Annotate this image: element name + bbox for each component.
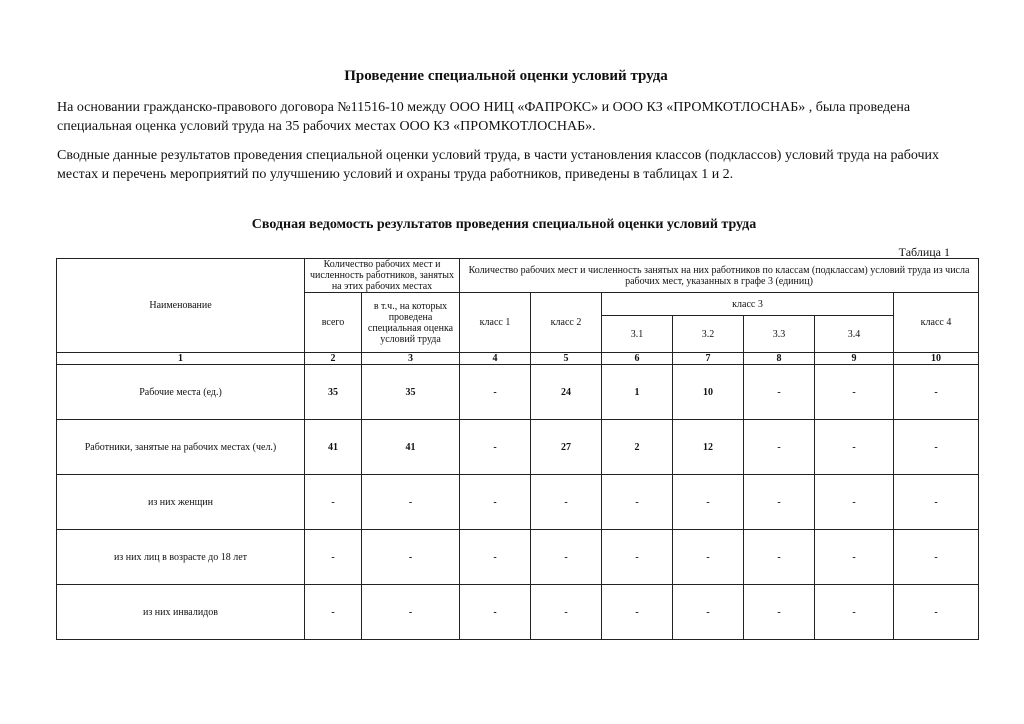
table-cell: - — [362, 530, 460, 585]
header-total: всего — [305, 293, 362, 353]
row-label: Рабочие места (ед.) — [57, 365, 305, 420]
table-cell: - — [815, 420, 894, 475]
table-cell: 10 — [673, 365, 744, 420]
table-cell: 1 — [602, 365, 673, 420]
table-cell: 35 — [362, 365, 460, 420]
table-cell: 24 — [531, 365, 602, 420]
table-number: Таблица 1 — [898, 245, 950, 259]
table-cell: 35 — [305, 365, 362, 420]
table-cell: - — [815, 585, 894, 640]
table-cell: - — [460, 585, 531, 640]
table-cell: - — [894, 530, 979, 585]
table-cell: - — [602, 585, 673, 640]
table-cell: - — [744, 475, 815, 530]
column-number: 9 — [815, 353, 894, 365]
table-cell: - — [744, 585, 815, 640]
table-cell: - — [894, 420, 979, 475]
header-class2: класс 2 — [531, 293, 602, 353]
column-number: 8 — [744, 353, 815, 365]
header-classes-group: Количество рабочих мест и численность занятых на них работников по классам (подклассам) условий труда из числа рабочих мест, указанных в графе 3 (единиц) — [460, 259, 979, 293]
header-name: Наименование — [57, 259, 305, 353]
table-cell: - — [602, 530, 673, 585]
column-number-row — [57, 353, 979, 365]
table-row — [57, 475, 979, 530]
table-cell: - — [460, 365, 531, 420]
table-cell: - — [894, 585, 979, 640]
table-cell: - — [744, 530, 815, 585]
table-cell: - — [305, 530, 362, 585]
table-cell: - — [744, 420, 815, 475]
table-cell: - — [362, 475, 460, 530]
summary-paragraph: Сводные данные результатов проведения специальной оценки условий труда, в части установления классов (подклассов) условий труда на рабочих местах и перечень мероприятий по улучшению условий и охраны труда работников, приведены в таблицах 1 и 2. — [57, 148, 940, 182]
row-label: Работники, занятые на рабочих местах (чел.) — [57, 420, 305, 475]
column-number: 2 — [305, 353, 362, 365]
table-cell: 41 — [362, 420, 460, 475]
row-label: из них лиц в возрасте до 18 лет — [57, 530, 305, 585]
row-label: из них инвалидов — [57, 585, 305, 640]
table-cell: - — [305, 475, 362, 530]
header-assessed: в т.ч., на которых проведена специальная оценка условий труда — [362, 293, 460, 353]
header-sub-3-3: 3.3 — [744, 316, 815, 353]
table-cell: - — [531, 530, 602, 585]
table-cell: 12 — [673, 420, 744, 475]
header-class4: класс 4 — [894, 293, 979, 353]
table-cell: - — [531, 475, 602, 530]
column-number: 1 — [57, 353, 305, 365]
table-cell: - — [362, 585, 460, 640]
table-cell: - — [460, 420, 531, 475]
table-cell: - — [531, 585, 602, 640]
table-cell: - — [894, 475, 979, 530]
table-cell: 41 — [305, 420, 362, 475]
table-title: Сводная ведомость результатов проведения специальной оценки условий труда — [251, 217, 757, 232]
summary-table — [56, 258, 979, 640]
table-row — [57, 420, 979, 475]
header-sub-3-1: 3.1 — [602, 316, 673, 353]
header-sub-3-4: 3.4 — [815, 316, 894, 353]
table-cell: - — [460, 475, 531, 530]
column-number: 10 — [894, 353, 979, 365]
table-row — [57, 585, 979, 640]
table-cell: - — [460, 530, 531, 585]
table-cell: 27 — [531, 420, 602, 475]
column-number: 7 — [673, 353, 744, 365]
table-cell: - — [673, 475, 744, 530]
column-number: 6 — [602, 353, 673, 365]
row-label: из них женщин — [57, 475, 305, 530]
table-cell: - — [815, 475, 894, 530]
table-cell: - — [815, 530, 894, 585]
column-number: 5 — [531, 353, 602, 365]
column-number: 4 — [460, 353, 531, 365]
table-cell: 2 — [602, 420, 673, 475]
header-sub-3-2: 3.2 — [673, 316, 744, 353]
table-row — [57, 530, 979, 585]
table-cell: - — [894, 365, 979, 420]
table-cell: - — [815, 365, 894, 420]
header-class3: класс 3 — [602, 293, 894, 316]
table-cell: - — [305, 585, 362, 640]
table-cell: - — [602, 475, 673, 530]
column-number: 3 — [362, 353, 460, 365]
intro-paragraph: На основании гражданско-правового договора №11516-10 между ООО НИЦ «ФАПРОКС» и ООО КЗ «ПРОМКОТЛОСНАБ» , была проведена специальная оценка условий труда на 35 рабочих местах ООО КЗ «ПРОМКОТЛОСНАБ». — [57, 100, 911, 134]
table-cell: - — [673, 585, 744, 640]
table-cell: - — [673, 530, 744, 585]
header-class1: класс 1 — [460, 293, 531, 353]
table-row — [57, 365, 979, 420]
document-title: Проведение специальной оценки условий труда — [344, 68, 668, 84]
table-cell: - — [744, 365, 815, 420]
header-workplaces-group: Количество рабочих мест и численность работников, занятых на этих рабочих местах — [305, 259, 460, 293]
